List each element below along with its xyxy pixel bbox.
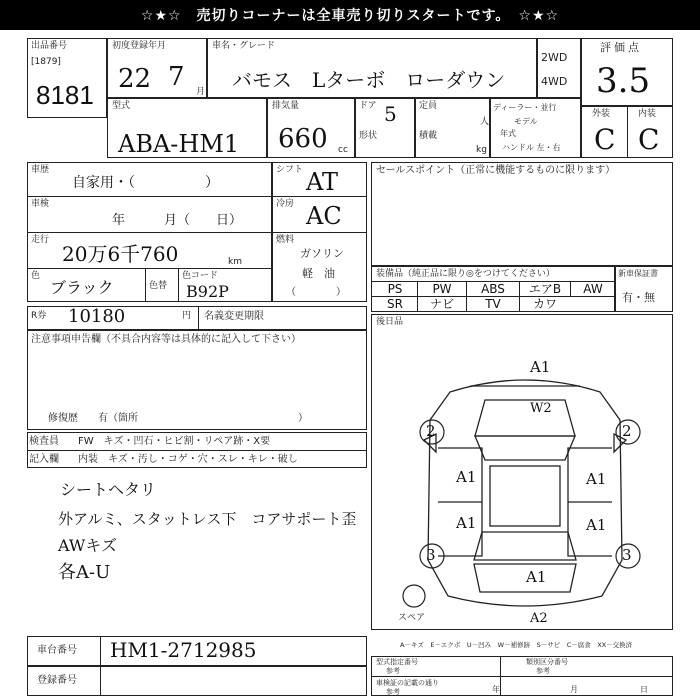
color-change-label: 色替 — [149, 281, 168, 291]
car-kind-value: 自家用・（ ） — [72, 175, 219, 191]
mark-rear: A1 — [526, 568, 547, 586]
car-diagram — [390, 360, 660, 620]
mark-right-rear-door: A1 — [586, 516, 607, 534]
ac-label: 冷房 — [276, 199, 295, 209]
reg-year: 22 — [118, 64, 152, 94]
shift-label: シフト — [276, 165, 304, 175]
mark-lf-wheel: 2 — [426, 422, 436, 440]
equip-pw: PW — [432, 282, 452, 296]
hand-note-1: シートヘタリ — [60, 480, 157, 499]
hand-note-4: 各A-U — [58, 562, 111, 583]
equip-airbag: エアB — [528, 282, 562, 296]
drive-2wd: 2WD — [541, 51, 568, 64]
reg-month-unit: 月 — [196, 87, 206, 97]
reg-label: 初度登録年月 — [112, 41, 167, 51]
warranty-label: 新車保証書 — [618, 269, 658, 278]
spare-label: スペア — [398, 613, 426, 623]
notes-label: 注意事項申告欄（不具合内容等は具体的に記入して下さい） — [31, 334, 301, 345]
inspector-row: FW キズ・凹石・ヒビ割・リペア跡・X要 — [78, 436, 271, 447]
mark-front: A1 — [530, 358, 551, 376]
regno-box — [27, 666, 367, 696]
fuel-light: 軽 油 — [302, 267, 335, 280]
mileage-label: 走行 — [31, 235, 50, 245]
color-value: ブラック — [50, 278, 114, 297]
dealer-label: ディーラー・並行 — [493, 103, 557, 112]
equip-tv: TV — [485, 297, 501, 311]
fuel-label: 燃料 — [276, 235, 295, 245]
reg-month: 7 — [168, 62, 185, 92]
equip-leather: カワ — [532, 297, 557, 311]
model-year-label2: 年式 — [500, 129, 516, 138]
hand-note-3: AWキズ — [58, 536, 118, 555]
disp-unit: cc — [338, 145, 348, 155]
door-label: ドア — [359, 101, 377, 111]
sales-box — [371, 162, 673, 266]
car-kind-label: 車歴 — [31, 165, 50, 175]
mark-right-front-door: A1 — [586, 470, 607, 488]
ac-value: AC — [306, 202, 342, 230]
r-unit: 円 — [182, 311, 192, 321]
handle-label: ハンドル 左・右 — [502, 143, 561, 152]
date-year: 年 — [492, 685, 500, 694]
capacity-label: 定員 — [419, 101, 438, 111]
name-value: バモス Lターボ ローダウン — [232, 68, 506, 92]
repair-label: 修復歴 有（箇所 ） — [48, 413, 308, 424]
regno-label: 登録番号 — [37, 675, 77, 686]
shift-value: AT — [306, 168, 339, 196]
inspect-label: 車検 — [31, 199, 50, 209]
disp-label: 排気量 — [272, 101, 300, 111]
lot-label: 出品番号 — [31, 41, 68, 51]
equip-ps: PS — [387, 282, 403, 296]
mark-lr-wheel: 3 — [426, 546, 436, 564]
drive-4wd: 4WD — [541, 75, 568, 88]
legend: A－キズ E－エクボ U－凹み W－補修跡 S－サビ C－腐食 XX－交換済 — [400, 641, 633, 649]
warranty-value: 有・無 — [622, 291, 655, 304]
ext-label: 外装 — [592, 109, 611, 119]
equip-abs: ABS — [481, 282, 505, 296]
load-unit: kg — [476, 145, 487, 155]
ext-value: C — [594, 123, 616, 156]
color-code-label: 色コード — [182, 271, 219, 281]
mark-left-rear-door: A1 — [456, 514, 477, 532]
mark-left-front-door: A1 — [456, 468, 477, 486]
chassis-value: HM1-2712985 — [110, 638, 257, 662]
equip-navi: ナビ — [429, 297, 454, 311]
model-value: ABA-HM1 — [118, 130, 240, 158]
shape-label: 形状 — [359, 131, 378, 141]
model-year-label: モデル — [514, 117, 538, 126]
sales-label: セールスポイント（正常に機能するものに限ります） — [376, 165, 616, 176]
r-value: 10180 — [68, 306, 126, 327]
after-label: 後日品 — [376, 317, 404, 327]
record-label: 記入欄 — [29, 454, 59, 465]
disp-value: 660 — [278, 124, 328, 154]
score-label: 評価点 — [600, 41, 642, 54]
chassis-label: 車台番号 — [37, 645, 77, 656]
date-month: 月 — [570, 685, 578, 694]
registration-label: 名義変更期限 — [204, 311, 264, 322]
type-label-1b: 参考 — [386, 667, 400, 675]
mark-rf-wheel: 2 — [622, 422, 632, 440]
r-label: R券 — [31, 311, 47, 321]
mileage-unit: km — [228, 257, 242, 267]
type-label-2b: 参考 — [536, 667, 550, 675]
equip-sr: SR — [387, 297, 403, 311]
recycle-label2: 参考 — [386, 688, 400, 696]
capacity-unit: 人 — [480, 117, 490, 127]
mark-windshield: W2 — [530, 401, 552, 416]
lot-number: 8181 — [36, 80, 94, 110]
drive-box — [537, 38, 581, 98]
color-code-value: B92P — [186, 282, 229, 301]
fuel-gas: ガソリン — [300, 247, 344, 260]
equip-aw: AW — [583, 282, 603, 296]
mark-rr-wheel: 3 — [622, 546, 632, 564]
int-value: C — [638, 123, 660, 156]
fuel-paren: （ ） — [286, 287, 346, 298]
hand-note-2: 外アルミ、スタットレス下 コアサポート歪 — [58, 510, 357, 528]
record-row: 内装 キズ・汚し・コゲ・穴・スレ・キレ・破し — [78, 454, 298, 465]
type-label-2: 類別区分番号 — [526, 658, 568, 666]
type-label-1: 型式指定番号 — [376, 658, 418, 666]
door-value: 5 — [384, 102, 397, 126]
mark-rear-bumper: A2 — [530, 611, 548, 626]
banner: ☆★☆ 売切りコーナーは全車売り切りスタートです。 ☆★☆ — [0, 0, 700, 30]
color-label: 色 — [31, 271, 41, 281]
inspect-value: 年 月（ 日） — [112, 213, 243, 228]
load-label: 積載 — [419, 131, 438, 141]
model-label: 型式 — [112, 101, 131, 111]
equip-label: 装備品（純正品に限り◎をつけてください） — [376, 269, 555, 279]
recycle-label: 車検証の記載の通り — [376, 679, 439, 687]
name-label: 車名・グレード — [212, 41, 276, 51]
int-label: 内装 — [638, 109, 657, 119]
lot-small: [1879] — [31, 57, 61, 67]
date-day: 日 — [640, 685, 648, 694]
inspector-label: 検査員 — [29, 436, 59, 447]
score-value: 3.5 — [596, 61, 651, 101]
mileage-value: 20万6千760 — [62, 242, 179, 266]
